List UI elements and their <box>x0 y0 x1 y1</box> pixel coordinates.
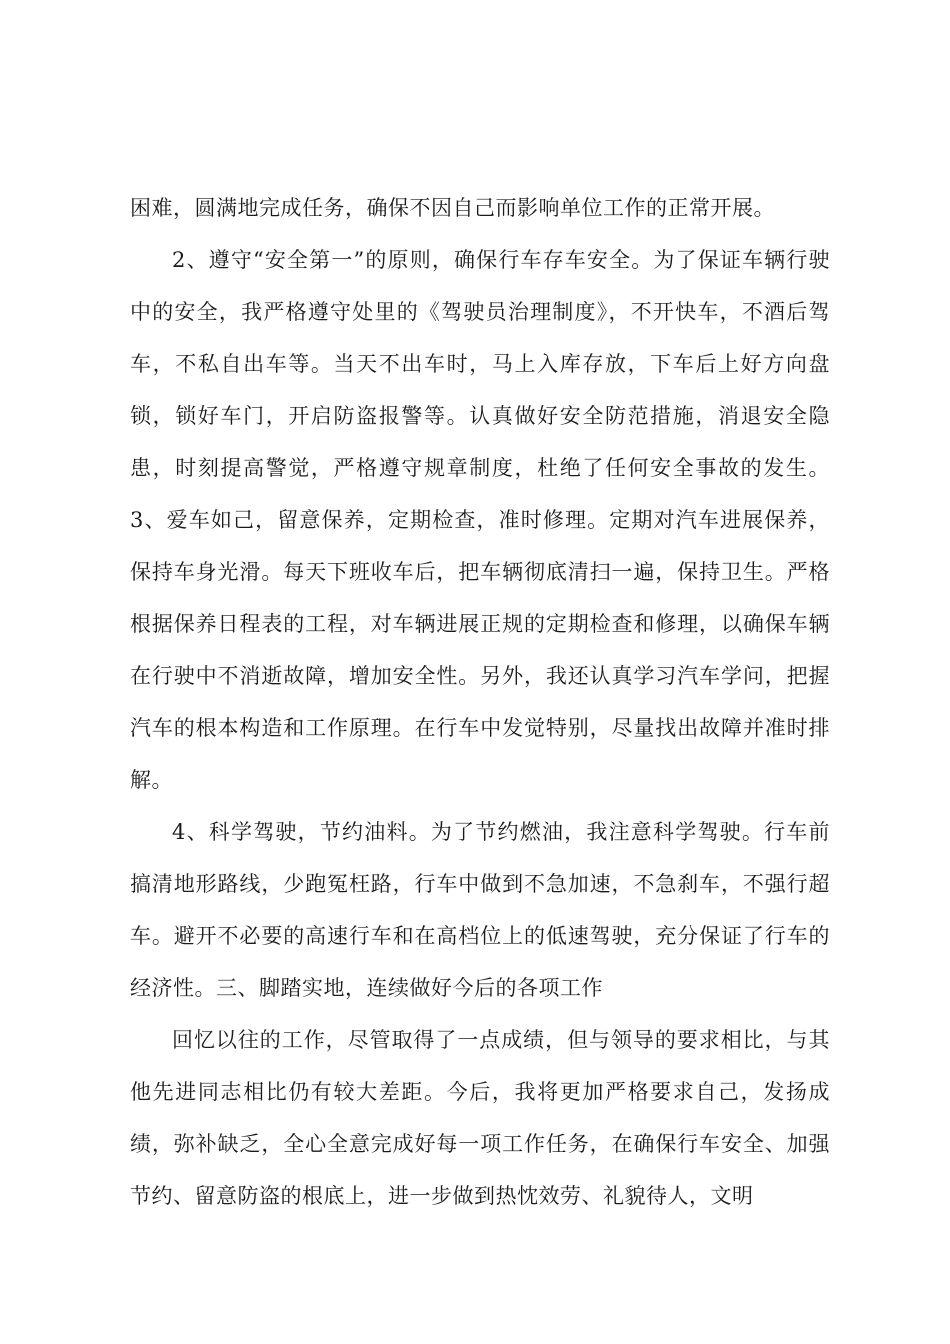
paragraph-1: 困难，圆满地完成任务，确保不因自己而影响单位工作的正常开展。 <box>130 196 775 220</box>
paragraph-2: 2、遵守“安全第一”的原则，确保行车存车安全。为了保证车辆行驶中的安全，我严格遵守处里的《驾驶员治理制度》，不开快车，不酒后驾车，不私自出车等。当天不出车时，马上入库存放，下车后上好方向盘锁，锁好车门，开启防盗报警等。认真做好安全防范措施，消退安全隐患，时刻提高警觉，严格遵守规章制度，杜绝了任何安全事故的发生。3、爱车如己，留意保养，定期检查，准时修理。定期对汽车进展保养，保持车身光滑。每天下班收车后，把车辆彻底清扫一遍，保持卫生。严格根据保养日程表的工程，对车辆进展正规的定期检查和修理，以确保车辆在行驶中不消逝故障，增加安全性。另外，我还认真学习汽车学问，把握汽车的根本构造和工作原理。在行车中发觉特别，尽量找出故障并准时排解。 <box>130 248 830 792</box>
paragraph-3: 4、科学驾驶，节约油料。为了节约燃油，我注意科学驾驶。行车前搞清地形路线，少跑冤枉路，行车中做到不急加速，不急刹车，不强行超车。避开不必要的高速行车和在高档位上的低速驾驶，充分保证了行车的经济性。三、脚踏实地，连续做好今后的各项工作 <box>130 820 830 1000</box>
paragraph-4: 回忆以往的工作，尽管取得了一点成绩，但与领导的要求相比，与其他先进同志相比仍有较大差距。今后，我将更加严格要求自己，发扬成绩，弥补缺乏，全心全意完成好每一项工作任务，在确保行车安全、加强节约、留意防盗的根底上，进一步做到热忱效劳、礼貌待人，文明 <box>130 1028 830 1208</box>
document-body <box>130 182 830 1222</box>
